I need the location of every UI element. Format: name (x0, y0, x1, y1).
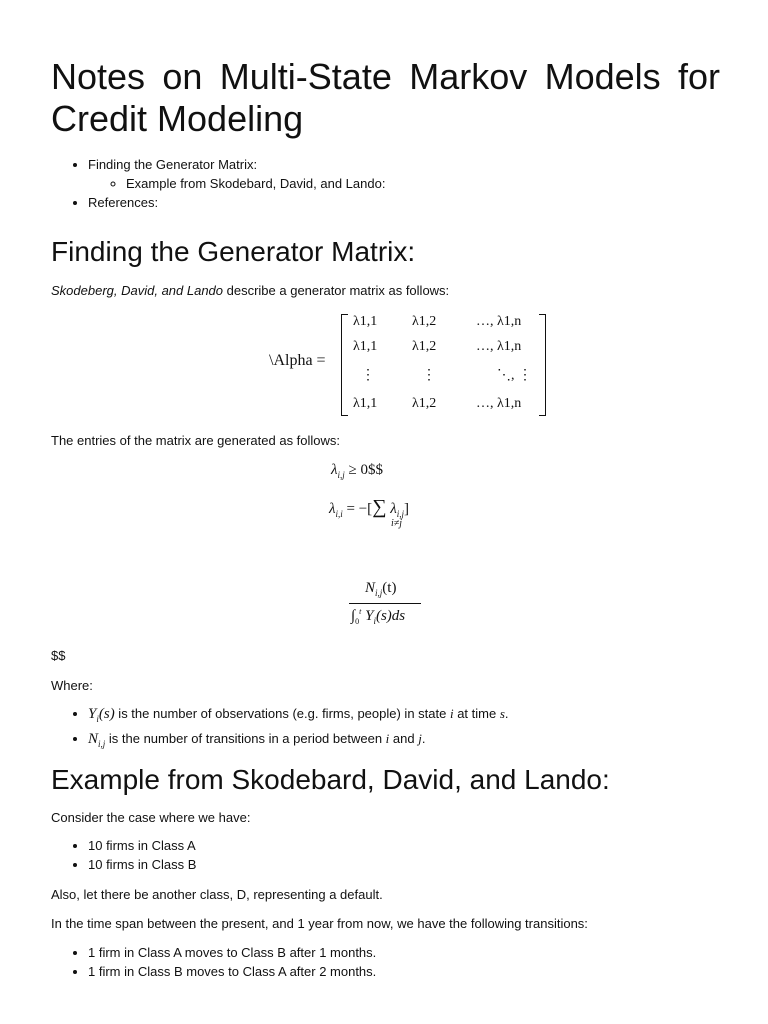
frac-numerator-args: (t) (382, 580, 397, 596)
generator-matrix (269, 312, 569, 416)
matrix-cell: …, λ1,n (476, 396, 522, 411)
matrix-cell: λ1,1 (353, 396, 378, 411)
frac-denominator-args: (s)ds (375, 608, 406, 624)
matrix-cell: λ1,2 (412, 314, 437, 329)
matrix-left-bracket (341, 314, 348, 416)
fraction-bar (349, 603, 421, 604)
author-names: Skodeberg, David, and Lando (51, 283, 224, 298)
matrix-cell: …, λ1,n (476, 314, 522, 329)
matrix-cell: ⋮ (361, 368, 375, 383)
list-item: • 10 firms in Class A (88, 836, 196, 855)
toc-link-generator-matrix[interactable]: Finding the Generator Matrix: (88, 157, 258, 172)
matrix-right-bracket (539, 314, 546, 416)
matrix-cell: λ1,1 (353, 314, 378, 329)
equation-diagonal: $\lambda_{i,i}$ = −[∑ $\lambda_{i,j}$] i≠j (329, 496, 409, 529)
toc-item (88, 193, 385, 212)
transitions-list (51, 943, 376, 981)
list-item: • 1 firm in Class B moves to Class A after 2 months. (88, 962, 376, 981)
where-list (51, 704, 509, 754)
matrix-cell: λ1,2 (412, 396, 437, 411)
section-heading-generator-matrix: Finding the Generator Matrix: (51, 236, 416, 267)
intro-paragraph (51, 282, 449, 300)
intro-text: describe a generator matrix as follows: (223, 283, 450, 298)
matrix-cell: ⋱, ⋮ (497, 368, 532, 383)
rate-estimator-fraction: $N_{i,j}(t)$ $\int_0^t$ $Y_i(s)ds$ (349, 580, 429, 632)
list-item: • 10 firms in Class B (88, 855, 196, 874)
where-label: Where: (51, 678, 93, 693)
list-item: • $Y_i(s)$ is the number of observations (e.g. firms, people) in state i at time s. (88, 704, 509, 729)
matrix-cell: …, λ1,n (476, 339, 522, 354)
section-heading-example: Example from Skodebard, David, and Lando: (51, 764, 610, 795)
consider-paragraph: Consider the case where we have: (51, 810, 251, 825)
toc-link-references[interactable]: References: (88, 195, 159, 210)
equation-nonnegative: $\lambda_{i,j}$ ≥ 0$$ (331, 462, 383, 480)
timespan-paragraph: In the time span between the present, and 1 year from now, we have the following transitions: (51, 916, 588, 931)
toc-link-example[interactable]: Example from Skodebard, David, and Lando: (126, 176, 386, 191)
matrix-cell: ⋮ (422, 368, 436, 383)
matrix-cell: λ1,1 (353, 339, 378, 354)
matrix-lhs: \Alpha = (269, 352, 326, 369)
default-class-paragraph: Also, let there be another class, D, representing a default. (51, 887, 383, 902)
dollar-signs: $$ (51, 648, 66, 663)
toc-subitem (126, 174, 385, 193)
firms-list (51, 836, 196, 874)
entries-paragraph: The entries of the matrix are generated as follows: (51, 433, 341, 448)
matrix-cell: λ1,2 (412, 339, 437, 354)
sum-subscript: i≠j (391, 518, 403, 529)
list-item: • 1 firm in Class A moves to Class B after 1 months. (88, 943, 376, 962)
page-title: Notes on Multi-State Markov Models for Credit Modeling (51, 56, 720, 139)
eq1-suffix: ≥ 0$$ (344, 462, 383, 478)
frac-numerator-var: N (365, 580, 376, 596)
list-item: • $N_{i,j}$ is the number of transitions in a period between i and j. (88, 729, 509, 754)
frac-denominator-var: Y (365, 608, 374, 624)
eq2-rhs: = −[ (342, 501, 373, 517)
toc-item (88, 155, 385, 193)
table-of-contents (51, 155, 385, 212)
